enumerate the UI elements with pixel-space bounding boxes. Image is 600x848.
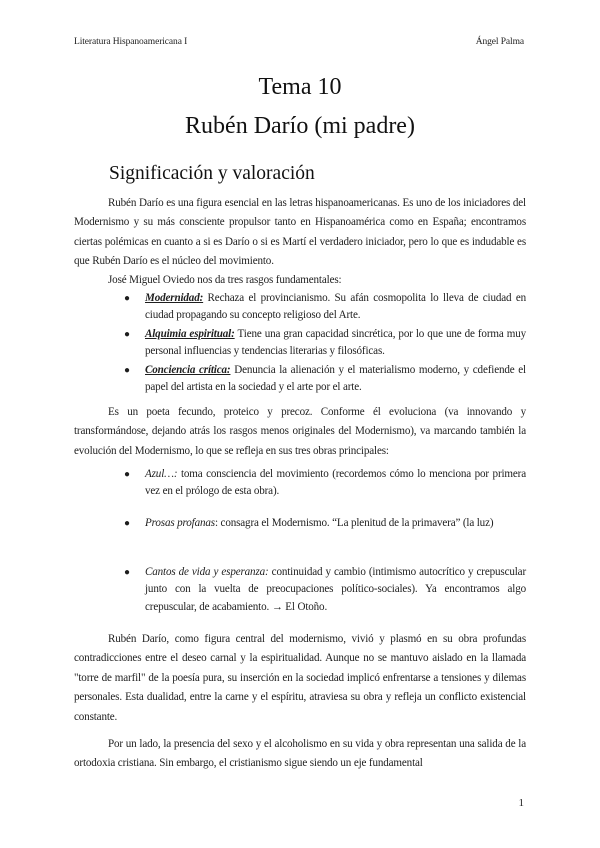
list-item bbox=[0, 564, 600, 616]
header-course: Literatura Hispanoamericana I bbox=[74, 37, 188, 47]
work-text: continuidad y cambio (intimismo autocrítico y crepuscular junto con la vuelta de preocupaciones político-sociales). Ya encontramos algo crepuscular, de acabamiento. → El Otoño. bbox=[145, 566, 526, 613]
work-title: Cantos de vida y esperanza: bbox=[145, 566, 269, 578]
trait-term: Conciencia crítica: bbox=[145, 363, 231, 376]
list-item bbox=[0, 290, 600, 325]
paragraph-christianity: Por un lado, la presencia del sexo y el alcoholismo en su vida y obra representan una salida de la ortodoxia cristiana. Sin embargo, el cristianismo sigue siendo un eje fundamental bbox=[74, 738, 526, 770]
traits-intro: José Miguel Oviedo nos da tres rasgos fundamentales: bbox=[108, 274, 342, 286]
page-number: 1 bbox=[518, 797, 524, 809]
traits-list bbox=[0, 290, 600, 397]
bullet-icon: ● bbox=[124, 567, 130, 578]
work-text: toma consciencia del movimiento (recordemos cómo lo menciona por primera vez en el prólogo de esta obra). bbox=[145, 468, 526, 498]
title-subject: Rubén Darío (mi padre) bbox=[185, 113, 415, 139]
list-item bbox=[0, 362, 600, 397]
section-heading: Significación y valoración bbox=[109, 163, 315, 184]
paragraph-evolution: Es un poeta fecundo, proteico y precoz. Conforme él evoluciona (va innovando y transformándose, dejando atrás los rasgos menos originales del Modernismo), va marcando también la evolución del Modernismo, lo que se refleja en sus tres obras principales: bbox=[74, 406, 526, 457]
trait-term: Modernidad: bbox=[145, 292, 204, 304]
trait-text: Denuncia la alienación y el materialismo moderno, y cdefiende el papel del artista en la sociedad y el arte por el arte. bbox=[145, 363, 526, 394]
list-item bbox=[0, 466, 600, 501]
trait-text: Rechaza el provincianismo. Su afán cosmopolita lo lleva de ciudad en ciudad propagando su concepto religioso del Arte. bbox=[145, 292, 526, 322]
title-topic: Tema 10 bbox=[258, 74, 342, 100]
work-title: Azul…: bbox=[145, 468, 178, 480]
work-text: : consagra el Modernismo. “La plenitud de la primavera” (la luz) bbox=[214, 517, 494, 529]
list-item bbox=[0, 326, 600, 361]
trait-text: Tiene una gran capacidad sincrética, por lo que une de forma muy personal influencias y tendencias literarias y filosóficas. bbox=[145, 327, 526, 358]
bullet-icon: ● bbox=[124, 293, 130, 304]
bullet-icon: ● bbox=[124, 364, 130, 376]
trait-term: Alquimia espiritual: bbox=[145, 327, 235, 340]
bullet-icon: ● bbox=[124, 328, 130, 340]
bullet-icon: ● bbox=[124, 518, 130, 529]
work-title: Prosas profanas bbox=[145, 517, 215, 529]
paragraph-duality: Rubén Darío, como figura central del modernismo, vivió y plasmó en su obra profundas contradicciones entre el deseo carnal y la espiritualidad. Aunque no se mantuvo aislado en la llamada "torre de marfil" de la poesía pura, su inserción en la sociedad implicó enfrentarse a tensiones y dilemas personales. Esta dualidad, entre la carne y el espíritu, atraviesa su obra y refleja un conflicto existencial constante. bbox=[74, 633, 526, 723]
paragraph-intro: Rubén Darío es una figura esencial en las letras hispanoamericanas. Es uno de los iniciadores del Modernismo y su más consciente propulsor tanto en Hispanoamérica como en España; encontramos ciertas polémicas en cuanto a si es Darío o si es Martí el verdadero iniciador, pero lo que es indudable es que Rubén Darío es el núcleo del movimiento. bbox=[74, 197, 526, 268]
header-author: Ángel Palma bbox=[475, 37, 524, 47]
bullet-icon: ● bbox=[124, 469, 130, 480]
list-item bbox=[0, 515, 600, 532]
